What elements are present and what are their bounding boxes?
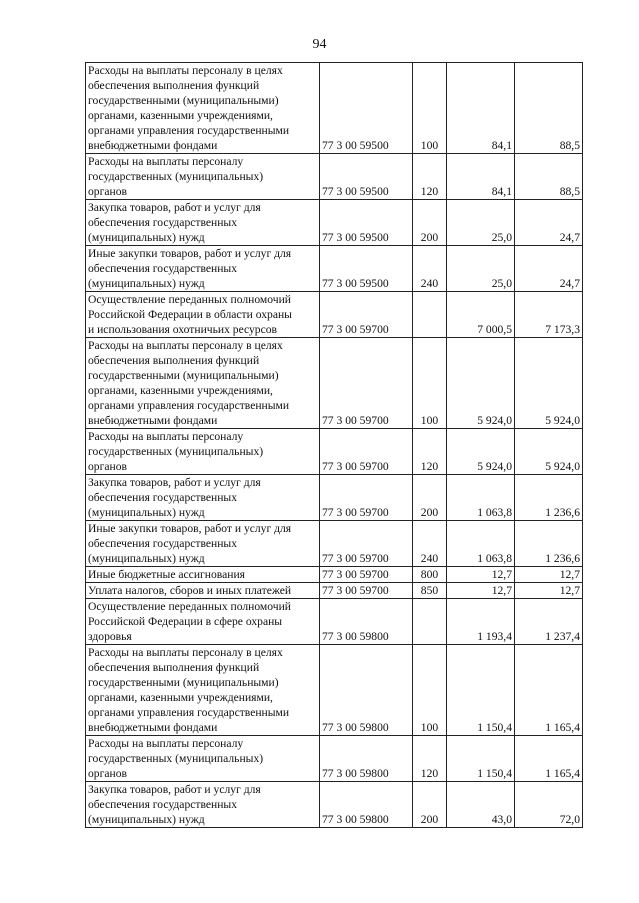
- row-target-code-text: 77 3 00 59700: [322, 584, 389, 597]
- row-target-code-text: 77 3 00 59800: [322, 767, 389, 780]
- row-amount-year2-text: 1 237,4: [545, 630, 580, 643]
- row-target-code-text: 77 3 00 59700: [322, 414, 389, 427]
- row-target-code: [320, 567, 413, 583]
- row-target-code-text: 77 3 00 59500: [322, 231, 389, 244]
- row-expense-type: [413, 246, 447, 292]
- row-expense-type: [413, 599, 447, 645]
- row-target-code-text: 77 3 00 59700: [322, 460, 389, 473]
- row-amount-year1: [447, 475, 515, 521]
- row-target-code-text: 77 3 00 59500: [322, 185, 389, 198]
- row-expense-type-text: 120: [420, 185, 439, 198]
- row-amount-year1-text: 1 150,4: [477, 767, 512, 780]
- row-amount-year2-text: 1 236,6: [545, 506, 580, 519]
- row-name-text: Осуществление переданных полномочий Российской Федерации в области охраны и использования охотничьих ресурсов: [88, 293, 292, 336]
- row-amount-year2: [515, 645, 583, 736]
- row-amount-year1: [447, 583, 515, 599]
- row-name: [86, 63, 320, 154]
- row-name-text: Расходы на выплаты персоналу государственных (муниципальных) органов: [88, 737, 264, 780]
- row-amount-year1-text: 12,7: [491, 584, 512, 597]
- row-amount-year1: [447, 521, 515, 567]
- row-amount-year1-text: 12,7: [491, 568, 512, 581]
- row-target-code-text: 77 3 00 59500: [322, 277, 389, 290]
- row-amount-year1-text: 84,1: [491, 139, 512, 152]
- row-target-code: [320, 782, 413, 828]
- row-target-code: [320, 246, 413, 292]
- row-target-code: [320, 599, 413, 645]
- row-name: [86, 645, 320, 736]
- row-amount-year2-text: 72,0: [559, 813, 580, 826]
- row-expense-type: [413, 782, 447, 828]
- row-amount-year2-text: 24,7: [559, 277, 580, 290]
- row-amount-year2: [515, 782, 583, 828]
- row-name: [86, 429, 320, 475]
- row-target-code-text: 77 3 00 59800: [322, 813, 389, 826]
- table-row: [86, 645, 583, 736]
- row-expense-type: [413, 567, 447, 583]
- row-target-code: [320, 429, 413, 475]
- row-expense-type: [413, 292, 447, 338]
- row-target-code: [320, 736, 413, 782]
- table-row: [86, 736, 583, 782]
- row-name-text: Иные закупки товаров, работ и услуг для обеспечения государственных (муниципальных) нужд: [88, 522, 292, 565]
- row-target-code: [320, 154, 413, 200]
- row-expense-type-text: 100: [420, 139, 439, 152]
- row-amount-year1-text: 1 063,8: [477, 506, 512, 519]
- row-name: [86, 475, 320, 521]
- table-row: [86, 782, 583, 828]
- row-name-text: Иные закупки товаров, работ и услуг для обеспечения государственных (муниципальных) нужд: [88, 247, 292, 290]
- row-amount-year2: [515, 154, 583, 200]
- row-expense-type: [413, 338, 447, 429]
- table-row: [86, 475, 583, 521]
- row-expense-type-text: 100: [420, 721, 439, 734]
- row-target-code: [320, 292, 413, 338]
- row-name: [86, 246, 320, 292]
- row-expense-type-text: 200: [420, 813, 439, 826]
- row-target-code: [320, 63, 413, 154]
- row-amount-year1: [447, 429, 515, 475]
- table-row: [86, 567, 583, 583]
- row-amount-year1-text: 5 924,0: [477, 460, 512, 473]
- row-target-code-text: 77 3 00 59700: [322, 323, 389, 336]
- row-expense-type: [413, 645, 447, 736]
- row-amount-year1: [447, 645, 515, 736]
- row-expense-type-text: 120: [420, 460, 439, 473]
- row-amount-year2-text: 1 165,4: [545, 721, 580, 734]
- row-amount-year2-text: 7 173,3: [545, 323, 580, 336]
- row-target-code-text: 77 3 00 59800: [322, 630, 389, 643]
- row-name-text: Расходы на выплаты персоналу государственных (муниципальных) органов: [88, 155, 264, 198]
- row-amount-year2-text: 12,7: [559, 584, 580, 597]
- budget-table: [85, 62, 583, 828]
- row-name: [86, 782, 320, 828]
- row-name-text: Закупка товаров, работ и услуг для обеспечения государственных (муниципальных) нужд: [88, 201, 261, 244]
- row-amount-year2: [515, 599, 583, 645]
- row-amount-year2-text: 88,5: [559, 185, 580, 198]
- table-row: [86, 429, 583, 475]
- row-name: [86, 338, 320, 429]
- row-target-code: [320, 645, 413, 736]
- row-amount-year1-text: 25,0: [491, 277, 512, 290]
- budget-table-body: [86, 63, 583, 828]
- row-expense-type-text: 120: [420, 767, 439, 780]
- row-name-text: Закупка товаров, работ и услуг для обеспечения государственных (муниципальных) нужд: [88, 476, 261, 519]
- row-name: [86, 200, 320, 246]
- row-amount-year2: [515, 521, 583, 567]
- table-row: [86, 246, 583, 292]
- row-amount-year2: [515, 63, 583, 154]
- row-name: [86, 599, 320, 645]
- row-name: [86, 583, 320, 599]
- row-amount-year2: [515, 200, 583, 246]
- row-name: [86, 154, 320, 200]
- row-amount-year2-text: 1 165,4: [545, 767, 580, 780]
- row-amount-year2-text: 88,5: [559, 139, 580, 152]
- row-amount-year2-text: 1 236,6: [545, 552, 580, 565]
- row-expense-type-text: 200: [420, 231, 439, 244]
- row-target-code-text: 77 3 00 59700: [322, 506, 389, 519]
- row-amount-year1: [447, 736, 515, 782]
- row-target-code-text: 77 3 00 59500: [322, 139, 389, 152]
- row-amount-year1-text: 1 063,8: [477, 552, 512, 565]
- page-number: 94: [312, 37, 327, 52]
- table-row: [86, 200, 583, 246]
- row-target-code: [320, 338, 413, 429]
- row-name-text: Иные бюджетные ассигнования: [88, 568, 245, 581]
- row-amount-year1: [447, 154, 515, 200]
- row-amount-year2: [515, 567, 583, 583]
- row-name-text: Расходы на выплаты персоналу в целях обеспечения выполнения функций государственными (муниципальными) органами, казенными учреждениями, органами управления государственными внебюджетными фондами: [88, 646, 290, 734]
- row-amount-year1: [447, 200, 515, 246]
- row-target-code-text: 77 3 00 59800: [322, 721, 389, 734]
- row-name-text: Расходы на выплаты персоналу государственных (муниципальных) органов: [88, 430, 264, 473]
- row-target-code: [320, 583, 413, 599]
- row-name-text: Осуществление переданных полномочий Российской Федерации в сфере охраны здоровья: [88, 600, 292, 643]
- row-expense-type-text: 850: [420, 584, 439, 597]
- row-amount-year1: [447, 63, 515, 154]
- row-amount-year2: [515, 338, 583, 429]
- row-amount-year1: [447, 246, 515, 292]
- row-target-code-text: 77 3 00 59700: [322, 552, 389, 565]
- row-amount-year2: [515, 246, 583, 292]
- row-expense-type-text: 800: [420, 568, 439, 581]
- row-amount-year2: [515, 583, 583, 599]
- row-expense-type: [413, 429, 447, 475]
- table-row: [86, 338, 583, 429]
- row-expense-type-text: 240: [420, 552, 439, 565]
- table-row: [86, 154, 583, 200]
- row-expense-type: [413, 583, 447, 599]
- row-name-text: Уплата налогов, сборов и иных платежей: [88, 584, 292, 597]
- row-amount-year1: [447, 599, 515, 645]
- table-row: [86, 599, 583, 645]
- row-amount-year2: [515, 475, 583, 521]
- row-target-code-text: 77 3 00 59700: [322, 568, 389, 581]
- row-target-code: [320, 200, 413, 246]
- table-row: [86, 521, 583, 567]
- row-amount-year2: [515, 736, 583, 782]
- row-target-code: [320, 475, 413, 521]
- row-expense-type-text: 100: [420, 414, 439, 427]
- table-row: [86, 292, 583, 338]
- row-expense-type: [413, 736, 447, 782]
- row-amount-year1-text: 7 000,5: [477, 323, 512, 336]
- row-name: [86, 292, 320, 338]
- row-amount-year1-text: 84,1: [491, 185, 512, 198]
- row-amount-year1-text: 43,0: [491, 813, 512, 826]
- row-amount-year2-text: 24,7: [559, 231, 580, 244]
- row-expense-type: [413, 521, 447, 567]
- row-expense-type: [413, 154, 447, 200]
- table-row: [86, 583, 583, 599]
- row-expense-type: [413, 63, 447, 154]
- row-amount-year1-text: 1 193,4: [477, 630, 512, 643]
- row-amount-year1-text: 1 150,4: [477, 721, 512, 734]
- row-amount-year2-text: 5 924,0: [545, 414, 580, 427]
- table-row: [86, 63, 583, 154]
- row-amount-year1: [447, 338, 515, 429]
- row-amount-year2-text: 5 924,0: [545, 460, 580, 473]
- row-name-text: Расходы на выплаты персоналу в целях обеспечения выполнения функций государственными (муниципальными) органами, казенными учреждениями, органами управления государственными внебюджетными фондами: [88, 64, 290, 152]
- row-amount-year2-text: 12,7: [559, 568, 580, 581]
- row-name-text: Расходы на выплаты персоналу в целях обеспечения выполнения функций государственными (муниципальными) органами, казенными учреждениями, органами управления государственными внебюджетными фондами: [88, 339, 290, 427]
- row-expense-type: [413, 200, 447, 246]
- row-target-code: [320, 521, 413, 567]
- row-expense-type-text: 200: [420, 506, 439, 519]
- row-amount-year1: [447, 782, 515, 828]
- row-amount-year1: [447, 292, 515, 338]
- row-amount-year2: [515, 429, 583, 475]
- row-amount-year1-text: 25,0: [491, 231, 512, 244]
- row-expense-type-text: 240: [420, 277, 439, 290]
- row-name: [86, 736, 320, 782]
- row-name-text: Закупка товаров, работ и услуг для обеспечения государственных (муниципальных) нужд: [88, 783, 261, 826]
- row-amount-year1: [447, 567, 515, 583]
- row-name: [86, 521, 320, 567]
- row-expense-type: [413, 475, 447, 521]
- row-amount-year2: [515, 292, 583, 338]
- row-amount-year1-text: 5 924,0: [477, 414, 512, 427]
- row-name: [86, 567, 320, 583]
